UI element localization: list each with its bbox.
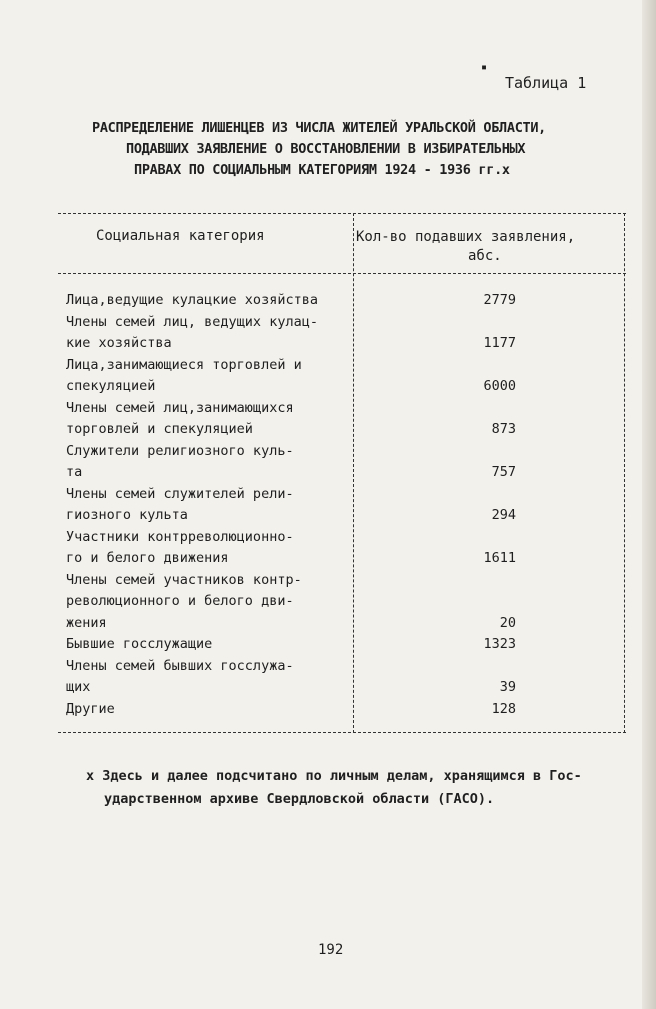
row-category: Лица,занимающиеся торговлей и спекуляцией bbox=[66, 356, 302, 394]
row-value: 1611 bbox=[483, 550, 516, 566]
row-value: 128 bbox=[491, 700, 516, 717]
table-row bbox=[66, 527, 626, 570]
page-edge bbox=[642, 0, 656, 1009]
table-row bbox=[66, 484, 626, 527]
table-title bbox=[92, 118, 612, 181]
header-count bbox=[356, 228, 618, 266]
header-count-line1: Кол-во подавших заявления, bbox=[356, 229, 576, 245]
table-label: Таблица 1 bbox=[505, 74, 587, 92]
footnote bbox=[86, 765, 626, 811]
page-number: 192 bbox=[318, 942, 344, 958]
row-value: 757 bbox=[491, 464, 516, 480]
table-row bbox=[66, 570, 626, 635]
header-count-line2: абс. bbox=[468, 248, 502, 264]
table-row bbox=[66, 398, 626, 441]
title-line-2: ПОДАВШИХ ЗАЯВЛЕНИЕ О ВОССТАНОВЛЕНИИ В ИЗБИРАТЕЛЬНЫХ bbox=[126, 141, 526, 157]
table-row bbox=[66, 699, 626, 721]
row-value: 2779 bbox=[483, 292, 516, 308]
row-category: Бывшие госслужащие bbox=[66, 636, 213, 652]
header-separator bbox=[58, 273, 626, 274]
row-category: Лица,ведущие кулацкие хозяйства bbox=[66, 292, 318, 308]
row-value: 6000 bbox=[483, 378, 516, 394]
table-row bbox=[66, 656, 626, 699]
table-row bbox=[66, 634, 626, 656]
row-value: 1177 bbox=[483, 335, 516, 351]
row-value: 20 bbox=[499, 614, 516, 631]
row-value: 1323 bbox=[483, 636, 516, 652]
table-row bbox=[66, 441, 626, 484]
footnote-line-2: ударственном архиве Свердловской области (ГАСО). bbox=[104, 791, 495, 807]
table-body bbox=[66, 290, 626, 720]
data-table bbox=[58, 213, 626, 733]
title-line-3: ПРАВАХ ПО СОЦИАЛЬНЫМ КАТЕГОРИЯМ 1924 - 1936 гг.х bbox=[134, 162, 510, 178]
table-row bbox=[66, 312, 626, 355]
table-row bbox=[66, 290, 626, 312]
row-category: Служители религиозного куль- та bbox=[66, 442, 294, 480]
row-category: Члены семей служителей рели- гиозного культа bbox=[66, 485, 294, 523]
ink-dot: ▪ bbox=[481, 62, 488, 73]
header-category: Социальная категория bbox=[96, 228, 265, 244]
row-category: Члены семей бывших госслужа- щих bbox=[66, 657, 294, 695]
title-line-1: РАСПРЕДЕЛЕНИЕ ЛИШЕНЦЕВ ИЗ ЧИСЛА ЖИТЕЛЕЙ УРАЛЬСКОЙ ОБЛАСТИ, bbox=[92, 120, 547, 136]
row-category: Участники контрреволюционно- го и белого движения bbox=[66, 528, 294, 566]
row-value: 294 bbox=[491, 507, 516, 523]
table-bottom-border bbox=[58, 732, 626, 733]
row-value: 873 bbox=[491, 421, 516, 437]
row-value: 39 bbox=[499, 679, 516, 695]
table-top-border bbox=[58, 213, 626, 214]
table-row bbox=[66, 355, 626, 398]
footnote-line-1: х Здесь и далее подсчитано по личным делам, хранящимся в Гос- bbox=[86, 768, 582, 784]
row-category: Другие bbox=[66, 700, 115, 717]
row-category: Члены семей участников контр- революционного и белого дви- жения bbox=[66, 571, 302, 631]
row-category: Члены семей лиц, ведущих кулац- кие хозяйства bbox=[66, 313, 318, 351]
row-category: Члены семей лиц,занимающихся торговлей и спекуляцией bbox=[66, 399, 294, 437]
